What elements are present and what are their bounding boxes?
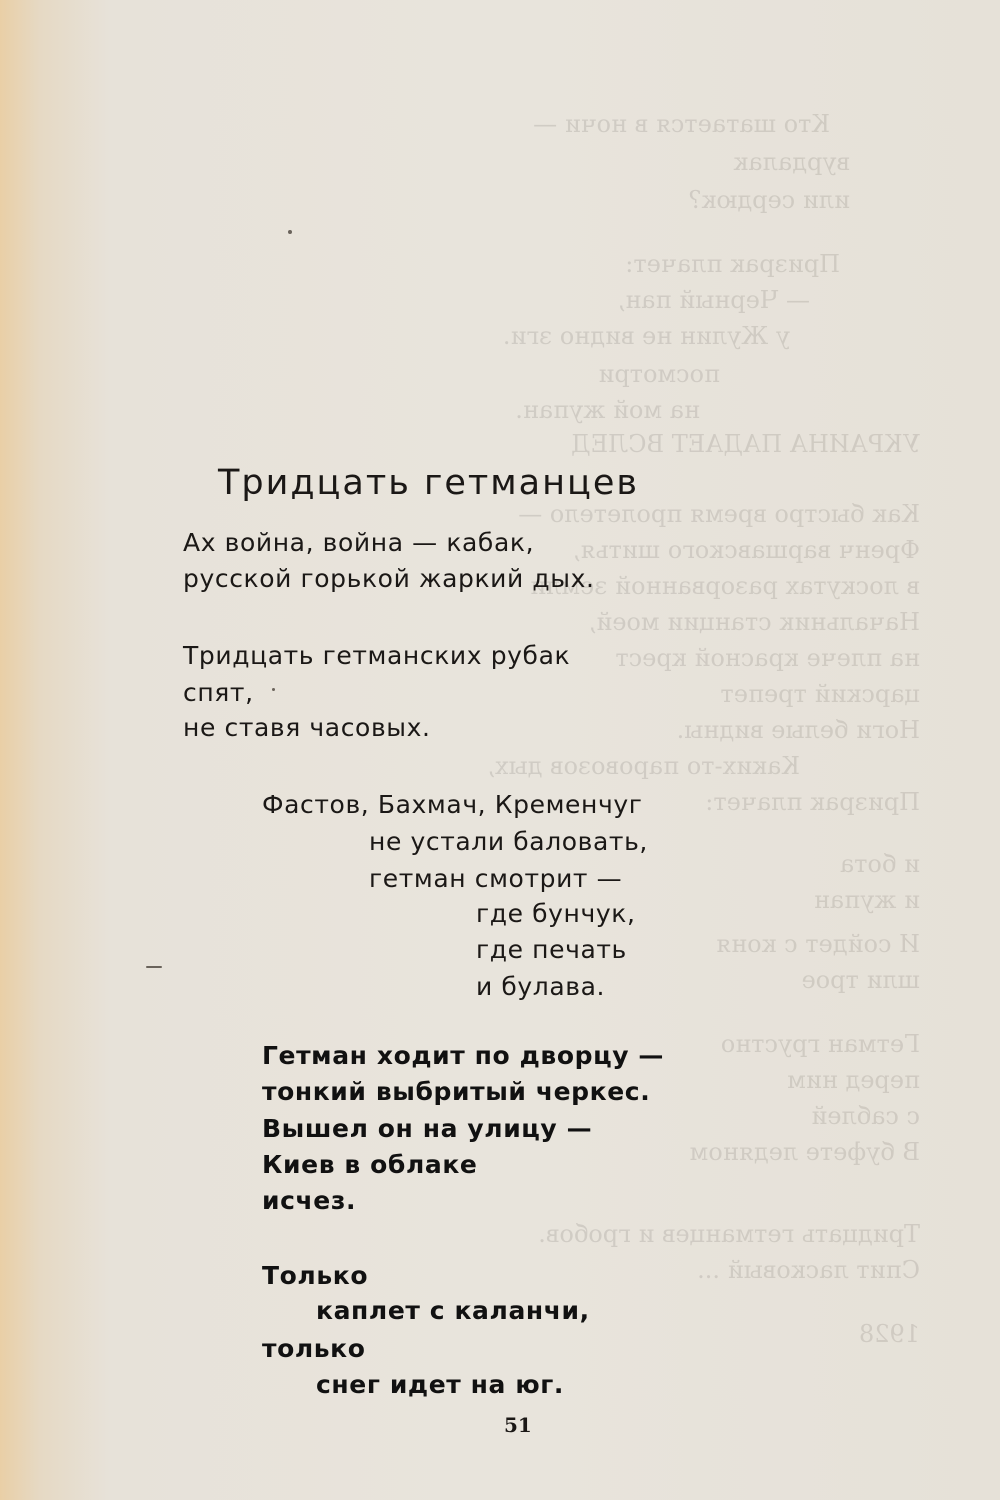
verse-line: Киев в облаке <box>262 1150 478 1179</box>
paper-speck <box>288 230 292 234</box>
verse-line: не устали баловать, <box>369 827 648 856</box>
verse-line: тонкий выбритый черкес. <box>262 1077 651 1106</box>
verse-line: и булава. <box>476 972 606 1001</box>
show-through-text: Кто шатается в ночи — вурдалак или сердюк? Призрак плачет: — Черный пан, у Жулин не видно зги. посмотри на мой жупан. УКРАИНА ПАДАЕТ ВСЛЕД Как быстро время пролетело — Френч варшавского шитья, в лоскутах разорванной земли Начальник станции моей, на плече красной крест царский трепет Ноги белые видны. Каких-то паровозов дых, Призрак плачет: и бота и жупан И сойдет с коня шли трое Гетман грустно перед ним с саблей В буфете ледяном Тридцать гетманцев и гробов. Спит ласковый ... 1928 <box>487 110 920 1348</box>
verse-line: Фастов, Бахмач, Кременчуг <box>262 790 643 819</box>
verse-line: Тридцать гетманских рубак <box>183 641 571 670</box>
paper-speck <box>272 688 275 691</box>
verse-line: исчез. <box>262 1186 357 1215</box>
verse-line: русской горькой жаркий дых. <box>183 564 595 593</box>
verse-line: где бунчук, <box>476 899 636 928</box>
verse-line: Гетман ходит по дворцу — <box>262 1041 665 1070</box>
verse-line: только <box>262 1334 366 1363</box>
verse-line: гетман смотрит — <box>369 864 623 893</box>
page-number: 51 <box>504 1413 532 1437</box>
verse-line: спят, <box>183 678 254 707</box>
verse-line: снег идет на юг. <box>316 1370 564 1399</box>
verse-line: не ставя часовых. <box>183 713 431 742</box>
verse-line: где печать <box>476 935 627 964</box>
poem-title: Тридцать гетманцев <box>218 463 639 504</box>
verse-line: Ах война, война — кабак, <box>183 528 535 557</box>
verse-line: Вышел он на улицу — <box>262 1114 593 1143</box>
verse-line: Только <box>262 1261 369 1290</box>
paper-speck <box>146 966 162 968</box>
verse-line: каплет с каланчи, <box>316 1296 590 1325</box>
